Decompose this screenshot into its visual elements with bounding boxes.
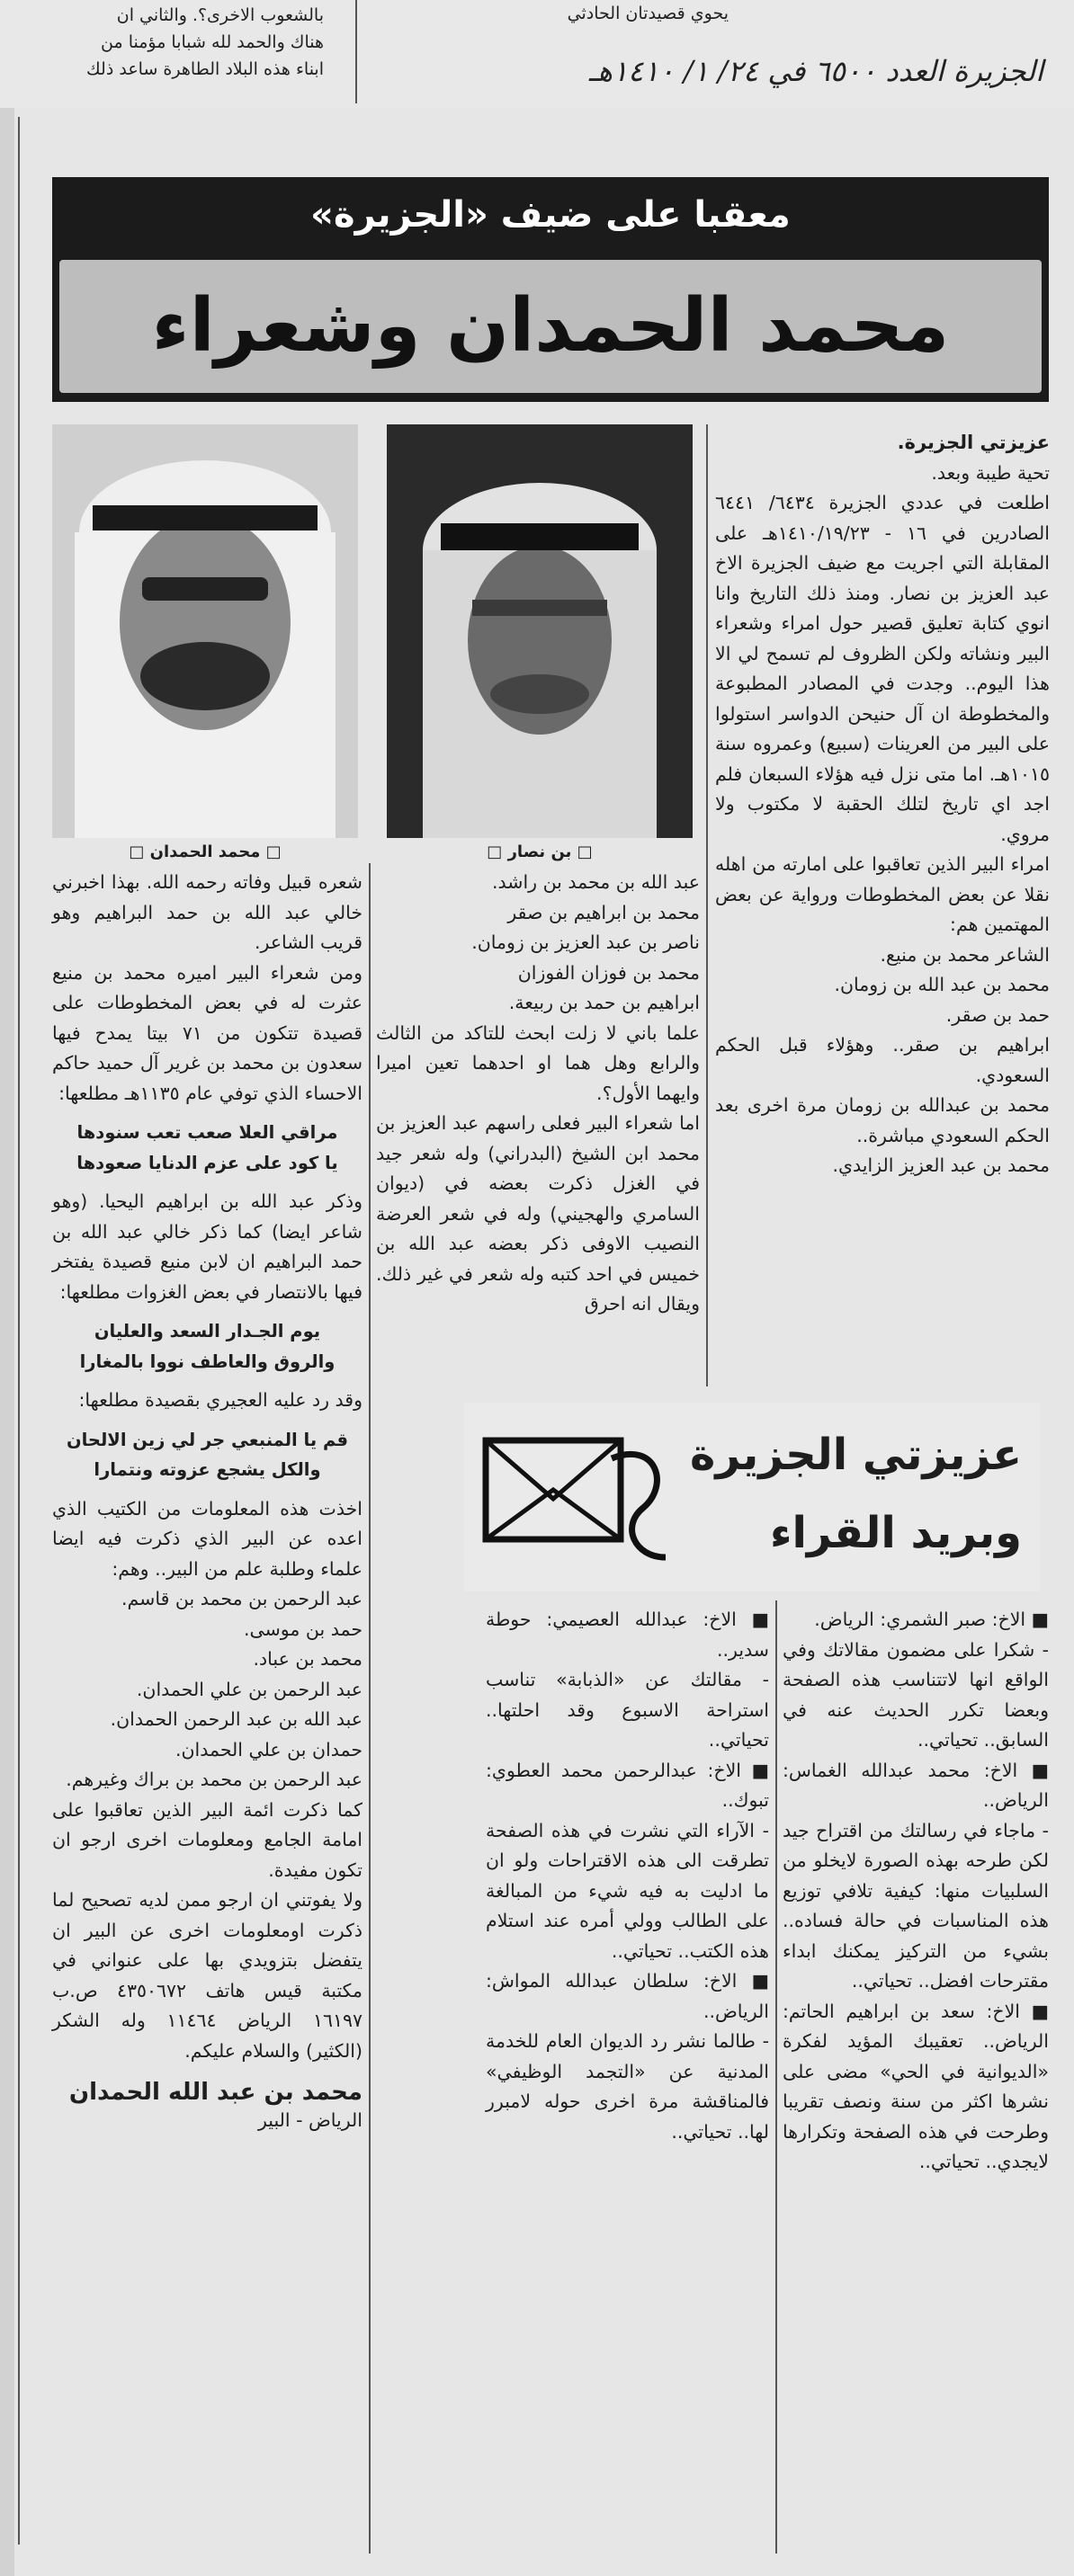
greeting: تحية طيبة وبعد. xyxy=(931,461,1050,484)
previous-article-heading-fragment: يحوي قصيدتان الحادثي xyxy=(567,4,729,23)
column-rule xyxy=(706,424,708,1386)
right-column-body: اطلعت في عددي الجزيرة ٦٤٣٤/ ٦٤٤١ الصادرين في ١٦ - ١٤١٠/١٩/٢٣هـ على المقابلة التي اجريت مع ضيف الجزيرة الاخ عبد العزيز بن نصار. ومنذ ذلك التاريخ وانا انوي كتابة تعليق قصير حول امراء وشعراء البير ونشاته ولكن الظروف لم تسمح لي الا هذا اليوم.. وجدت في المصادر المطبوعة والمخطوطة ان آل حنيحن الدواسر استولوا على البير من العرينات (سبيع) وعمروه سنة ١٠١٥هـ. اما متى نزل فيه هؤلاء السبعان فلم اجد اي تاريخ لتلك الحقبة لا مكتوب ولا مروي. امراء البير الذين تعاقبوا على امارته من اهله نقلا عن بعض المخطوطات ورواية عن بعض المهتمين هم: الشاعر محمد بن منيع. محمد بن عبد الله بن زومان. حمد بن صقر. ابراهيم بن صقر.. وهؤلاء قبل الحكم السعودي. محمد بن عبدالله بن زومان مرة اخرى بعد الحكم السعودي مباشرة.. محمد بن عبد العزيز الزايدي. xyxy=(715,492,1050,1176)
left-intro: شعره قبيل وفاته رحمه الله. بهذا اخبرني خالي عبد الله بن حمد البراهيم وهو قريب الشاعر. ومن شعراء البير اميره محمد بن منيع عثرت له في بعض المخطوطات على قصيدة تتكون من ٧١ بيتا يمدح فيها سعدون بن محمد بن غرير آل حميد حاكم الاحساء الذي توفي عام ١١٣٥هـ مطلعها: xyxy=(52,871,362,1104)
column-rule xyxy=(775,1600,777,2554)
middle-column xyxy=(376,868,700,1320)
letters-replies-left: ■ الاخ: عبدالله العصيمي: حوطة سدير.. - مقالتك عن «الذبابة» تناسب استراحة الاسبوع وقد احلتها.. تحياتي.. ■ الاخ: عبدالرحمن محمد العطوي: تبوك.. - الآراء التي نشرت في هذه الصفحة تطرقت الى هذه الاقتراحات ولو ان ما ادليت به فيه شيء من المبالغة على الطالب وولي أمره عند استلام هذه الكتب.. تحياتي.. ■ الاخ: سلطان عبدالله المواش: الرياض.. - طالما نشر رد الديوان العام للخدمة المدنية عن «التجمد الوظيفي» فالمناقشة مرة اخرى حوله لامبرر لها.. تحياتي.. xyxy=(486,1609,769,2143)
verse-block: مراقي العلا صعب تعب سنودها يا كود على عزم الدنايا صعودها xyxy=(76,1122,338,1173)
column-rule xyxy=(355,0,357,103)
mail-logo-line2: وبريد القراء xyxy=(769,1508,1022,1558)
article-header xyxy=(52,177,1049,402)
author-signature: محمد بن عبد الله الحمدان xyxy=(68,2079,362,2106)
middle-column-body: عبد الله بن محمد بن راشد. محمد بن ابراهيم بن صقر ناصر بن عبد العزيز بن زومان. محمد بن فوزان الفوزان ابراهيم بن حمد بن ربيعة. علما باني لا زلت ابحث للتاكد من الثالث والرابع وهل هما او احدهما تعين اميرا وايهما الأول؟. اما شعراء البير فعلى راسهم عبد العزيز بن محمد ابن الشيخ (البدراني) وله شعر جيد في الغزل ذكرت بعضه في (ديوان السامري والهجيني) وله في شعر العرضة النصيب الاوفى ذكر بعضه عبد الله بن خميس في احد كتبه وله شعر في غير ذلك. ويقال انه احرق xyxy=(376,871,700,1315)
title-bar xyxy=(59,260,1042,393)
left-column xyxy=(52,868,362,2136)
author-location: الرياض - البير xyxy=(257,2109,362,2131)
photo-bin-nassar xyxy=(387,424,693,838)
left-para-3: وقد رد عليه العجيري بقصيدة مطلعها: xyxy=(78,1389,362,1411)
article-title: محمد الحمدان وشعراء xyxy=(151,283,950,369)
letters-right-column xyxy=(783,1605,1049,2178)
adjacent-page-edge xyxy=(0,108,14,2576)
letters-replies-right: ■ الاخ: صبر الشمري: الرياض. - شكرا على مضمون مقالاتك وفي الواقع انها لاتتناسب هذه الصفحة وبعضا تكرر الحديث عنه في السابق.. تحياتي.. ■ الاخ: محمد عبدالله الغماس: الرياض.. - ماجاء في رسالتك من اقتراح جيد لكن طرحه بهذه الصورة لايخلو من السلبيات منها: كيفية تلافي توزيع هذه المناسبات في حالة فساده.. بشيء من التركيز يمكنك ابداء مقترحات افضل.. تحياتي.. ■ الاخ: سعد بن ابراهيم الحاتم: الرياض.. تعقيبك المؤيد لفكرة «الديوانية في الحي» مضى على نشرها اكثر من سنة ونصف تقريبا وطرحت في هذه الصفحة وتكرارها لايجدي.. تحياتي.. xyxy=(783,1609,1049,2172)
photo-caption-mohammed-alhamdan: □ محمد الحمدان □ xyxy=(129,842,282,861)
verse-block: يوم الجـدار السعد والعليان والروق والعاطف نووا بالمغارا xyxy=(79,1321,336,1372)
previous-article-fragment: بالشعوب الاخرى؟. والثاني ان هناك والحمد لله شبابا مؤمنا من ابناء هذه البلاد الطاهرة ساعد ذلك xyxy=(86,5,324,79)
article-kicker: معقبا على ضيف «الجزيرة» xyxy=(310,194,791,236)
handwritten-date-note: الجزيرة العدد ٦٥٠٠ في ٢٤/ ١/ ١٤١٠هـ xyxy=(588,54,1043,88)
mail-logo-line1: عزيزتي الجزيرة xyxy=(690,1430,1022,1480)
readers-mail-logo xyxy=(464,1403,1040,1591)
portrait-image xyxy=(52,424,358,838)
left-para-2: وذكر عبد الله بن ابراهيم اليحيا. (وهو شاعر ايضا) كما ذكر خالي عبد الله بن حمد البراهيم ان لابن منيع قصيدة يفتخر فيها بالانتصار في بعض الغزوات مطلعها: xyxy=(52,1190,362,1303)
portrait-image xyxy=(387,424,693,838)
envelope-icon xyxy=(477,1422,675,1575)
photo-mohammed-alhamdan xyxy=(52,424,358,838)
letters-left-column xyxy=(486,1605,769,2147)
left-para-4: اخذت هذه المعلومات من الكتيب الذي اعده عن البير الذي ذكرت فيه ايضا علماء وطلبة علم من البير.. وهم: عبد الرحمن بن محمد بن قاسم. حمد بن موسى. محمد بن عباد. عبد الرحمن بن علي الحمدان. عبد الله بن عبد الرحمن الحمدان. حمدان بن علي الحمدان. عبد الرحمن بن محمد بن براك وغيرهم. كما ذكرت ائمة البير الذين تعاقبوا على امامة الجامع ومعلومات اخرى ارجو ان تكون مفيدة. ولا يفوتني ان ارجو ممن لديه تصحيح لما ذكرت اومعلومات اخرى عن البير ان يتفضل بتزويدي بها على عنواني في مكتبة قيس هاتف ٤٣٥٠٦٧٢ ص.ب ١٦١٩٧ الرياض ١١٤٦٤ وله الشكر (الكثير) والسلام عليكم. xyxy=(52,1497,362,2062)
photo-caption-bin-nassar: □ بن نصار □ xyxy=(487,842,593,861)
right-column xyxy=(715,428,1050,1181)
verse-block: قم يا المنبعي جر لي زين الالحان والكل يشجع عزوته ونتمارا xyxy=(66,1429,349,1480)
salutation: عزيزتي الجزيرة. xyxy=(897,432,1050,453)
column-rule xyxy=(369,863,371,2554)
page-gutter-rule xyxy=(18,117,20,2545)
